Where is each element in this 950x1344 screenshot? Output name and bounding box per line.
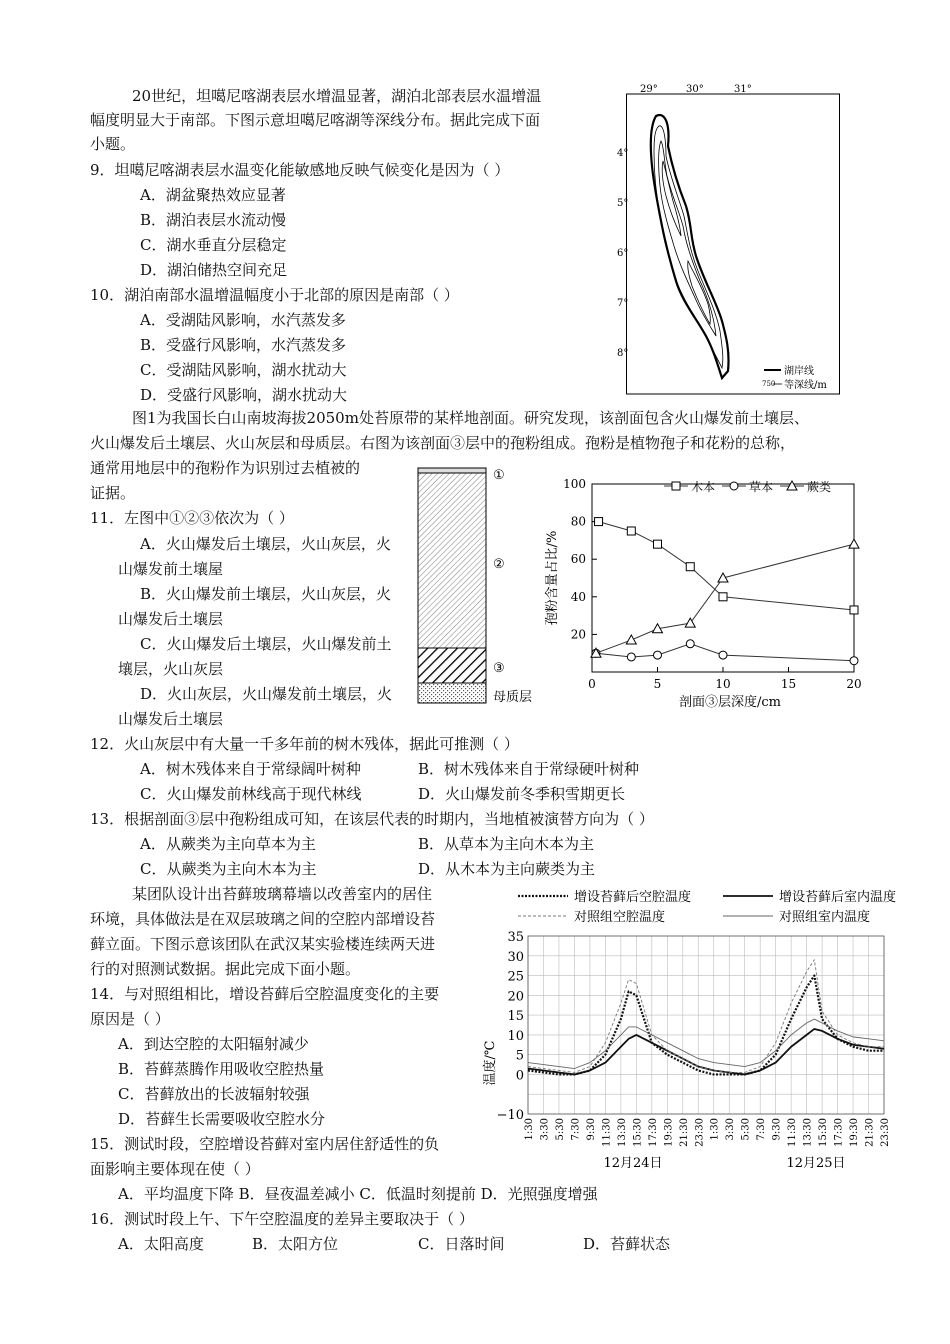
- q16-option-b[interactable]: B．太阳方位: [252, 1235, 339, 1253]
- q10-stem: 10．湖泊南部水温增温幅度小于北部的原因是南部（ ）: [90, 286, 459, 304]
- pollen-point-2: [849, 539, 859, 548]
- q14-option-d[interactable]: D．苔藓生长需要吸收空腔水分: [118, 1110, 326, 1128]
- temp-x-tick-label: 3:30: [725, 1118, 737, 1141]
- pollen-x-tick-label: 0: [588, 677, 596, 691]
- temp-y-tick-label: 10: [507, 1028, 524, 1044]
- q13-option-d[interactable]: D．从木本为主向蕨类为主: [418, 860, 596, 878]
- q16-option-d[interactable]: D．苔藓状态: [583, 1235, 671, 1253]
- map-lat-6: 6°: [617, 248, 629, 259]
- temp-x-tick-label: 5:30: [740, 1118, 752, 1141]
- parent-material-layer: [418, 683, 486, 703]
- pollen-legend-label: 草本: [749, 480, 774, 494]
- pollen-point-0: [719, 593, 727, 601]
- legend-shoreline-label: 湖岸线: [784, 366, 814, 377]
- temp-x-tick-label: 9:30: [585, 1118, 597, 1141]
- q9-option-b[interactable]: B．湖泊表层水流动慢: [140, 211, 287, 229]
- day-label-1: 12月24日: [603, 1156, 663, 1171]
- pollen-point-0: [654, 540, 662, 548]
- label-layer-2: ②: [493, 557, 505, 572]
- q11-option-b[interactable]: B．火山爆发前土壤层，火山灰层，火: [140, 585, 392, 603]
- q9-option-c[interactable]: C．湖水垂直分层稳定: [140, 236, 287, 254]
- pollen-x-label: 剖面③层深度/cm: [679, 695, 781, 710]
- map-lat-8: 8°: [617, 348, 629, 359]
- pollen-point-1: [850, 657, 858, 665]
- temp-x-tick-label: 9:30: [771, 1118, 783, 1141]
- temp-y-tick-label: −10: [496, 1108, 524, 1123]
- layer-3: [418, 648, 486, 683]
- q10-option-a[interactable]: A．受湖陆风影响，水汽蒸发多: [140, 311, 346, 329]
- temp-legend-label-0: 增设苔藓后空腔温度: [574, 890, 692, 905]
- temp-y-tick-label: 35: [507, 930, 524, 945]
- intro1-line3: 小题。: [90, 135, 136, 153]
- q11-stem: 11．左图中①②③依次为（ ）: [90, 509, 294, 527]
- pollen-y-tick-label: 60: [570, 552, 586, 567]
- intro3-line1: 某团队设计出苔藓玻璃幕墙以改善室内的居住: [132, 885, 433, 903]
- q12-option-d[interactable]: D．火山爆发前冬季积雪期更长: [418, 785, 626, 803]
- temp-series-line-2: [528, 960, 884, 1073]
- q11-option-c-cont: 壤层，火山灰层: [118, 660, 224, 678]
- label-parent-material: 母质层: [493, 690, 533, 705]
- q11-option-b-cont: 山爆发后土壤层: [118, 610, 224, 628]
- temp-x-tick-label: 17:30: [647, 1118, 659, 1147]
- temp-x-tick-label: 1:30: [709, 1118, 721, 1141]
- pollen-point-2: [626, 635, 636, 644]
- temp-series-line-3: [528, 1019, 884, 1068]
- q10-option-d[interactable]: D．受盛行风影响，湖水扰动大: [140, 386, 348, 404]
- intro3-line3: 藓立面。下图示意该团队在武汉某实验楼连续两天进: [90, 935, 436, 953]
- temp-y-tick-label: 15: [507, 1009, 524, 1025]
- pollen-legend-marker: [730, 482, 738, 490]
- intro2-line1: 图1为我国长白山南坡海拔2050m处苔原带的某样地剖面。研究发现，该剖面包含火山爆发前土壤层、: [132, 409, 809, 427]
- pollen-point-0: [850, 606, 858, 614]
- q13-option-a[interactable]: A．从蕨类为主向草本为主: [140, 835, 316, 853]
- intro2-line2: 火山爆发后土壤层、火山灰层和母质层。右图为该剖面③层中的孢粉组成。孢粉是植物孢子和花粉的总称，: [90, 434, 796, 452]
- pollen-point-2: [685, 618, 695, 627]
- pollen-y-tick-label: 20: [570, 627, 586, 642]
- q16-option-c[interactable]: C．日落时间: [418, 1235, 505, 1253]
- temp-x-tick-label: 23:30: [694, 1118, 706, 1147]
- pollen-legend-label: 蕨类: [807, 480, 832, 494]
- temp-y-tick-label: 5: [515, 1048, 524, 1064]
- q11-option-d[interactable]: D．火山灰层，火山爆发前土壤层，火: [140, 685, 393, 703]
- q9-option-d[interactable]: D．湖泊储热空间充足: [140, 261, 288, 279]
- q14-stem: 14．与对照组相比，增设苔藓后空腔温度变化的主要: [90, 985, 440, 1003]
- temp-legend-label-3: 对照组室内温度: [779, 910, 871, 925]
- layer-1: [418, 468, 486, 473]
- temp-y-tick-label: 25: [507, 969, 524, 985]
- intro3-line4: 行的对照测试数据。据此完成下面小题。: [90, 960, 361, 978]
- temp-series-line-1: [528, 1029, 884, 1074]
- temp-x-tick-label: 19:30: [849, 1118, 861, 1147]
- pollen-y-label: 孢粉含量占比/%: [545, 530, 560, 626]
- label-layer-1: ①: [493, 468, 505, 483]
- temp-y-tick-label: 30: [507, 949, 524, 965]
- legend-depth-label: 等深线/m: [784, 380, 827, 391]
- pollen-y-tick-label: 80: [570, 514, 586, 529]
- soil-profile-figure: [415, 462, 545, 712]
- pollen-point-1: [627, 653, 635, 661]
- pollen-x-tick-label: 10: [715, 677, 731, 691]
- temp-x-tick-label: 3:30: [539, 1118, 551, 1141]
- temp-x-tick-label: 19:30: [663, 1118, 675, 1147]
- q11-option-c[interactable]: C．火山爆发后土壤层，火山爆发前土: [140, 635, 392, 653]
- map-lon-29: 29°: [640, 84, 658, 95]
- q11-option-a-cont: 山爆发前土壤屋: [118, 560, 224, 578]
- q13-option-c[interactable]: C．从蕨类为主向木本为主: [140, 860, 317, 878]
- q14-stem-cont: 原因是（ ）: [90, 1010, 170, 1028]
- legend-depth-number: 750: [762, 380, 776, 388]
- temp-x-tick-label: 23:30: [880, 1118, 891, 1147]
- map-lat-7: 7°: [617, 298, 629, 309]
- pollen-chart: [540, 468, 880, 713]
- pollen-y-tick-label: 40: [570, 589, 586, 604]
- q12-option-a[interactable]: A．树木残体来自于常绿阔叶树种: [140, 760, 361, 778]
- map-lon-31: 31°: [734, 84, 752, 95]
- map-lat-5: 5°: [617, 198, 629, 209]
- day-label-2: 12月25日: [786, 1156, 846, 1171]
- q12-stem: 12．火山灰层中有大量一千多年前的树木残体，据此可推测（ ）: [90, 735, 519, 753]
- temp-x-tick-label: 11:30: [601, 1118, 613, 1147]
- map-lat-4: 4°: [617, 148, 629, 159]
- q12-option-b[interactable]: B．树木残体来自于常绿硬叶树种: [418, 760, 640, 778]
- layer-2: [418, 473, 486, 648]
- temp-x-tick-label: 17:30: [833, 1118, 845, 1147]
- pollen-point-0: [627, 527, 635, 535]
- q14-option-c[interactable]: C．苔藓放出的长波辐射较强: [118, 1085, 310, 1103]
- pollen-legend-marker: [672, 482, 680, 490]
- intro2-line4: 证据。: [90, 484, 136, 502]
- q14-option-a[interactable]: A．到达空腔的太阳辐射减少: [118, 1035, 309, 1053]
- temp-x-tick-label: 13:30: [802, 1118, 814, 1147]
- temp-x-tick-label: 15:30: [632, 1118, 644, 1147]
- temp-y-tick-label: 20: [507, 989, 524, 1005]
- q13-option-b[interactable]: B．从草本为主向木本为主: [418, 835, 595, 853]
- temp-y-tick-label: 0: [515, 1068, 524, 1084]
- q15-stem-cont: 面影响主要体现在使（ ）: [90, 1160, 260, 1178]
- temperature-chart: [478, 880, 898, 1180]
- pollen-x-tick-label: 5: [653, 677, 662, 691]
- q12-option-c[interactable]: C．火山爆发前林线高于现代林线: [140, 785, 362, 803]
- q15-stem: 15．测试时段，空腔增设苔藓对室内居住舒适性的负: [90, 1135, 440, 1153]
- q14-option-b[interactable]: B．苔藓蒸腾作用吸收空腔热量: [118, 1060, 325, 1078]
- pollen-x-tick-label: 20: [846, 677, 862, 691]
- temp-x-tick-label: 11:30: [787, 1118, 799, 1147]
- pollen-point-1: [654, 651, 662, 659]
- intro2-line3: 通常用地层中的孢粉作为识别过去植被的: [90, 459, 361, 477]
- label-layer-3: ③: [493, 661, 505, 676]
- q9-stem: 9．坦噶尼喀湖表层水温变化能敏感地反映气候变化是因为（ ）: [90, 161, 510, 179]
- q11-option-d-cont: 山爆发后土壤层: [118, 710, 224, 728]
- q10-option-c[interactable]: C．受湖陆风影响，湖水扰动大: [140, 361, 347, 379]
- q16-option-a[interactable]: A．太阳高度: [118, 1235, 204, 1253]
- temp-x-tick-label: 7:30: [756, 1118, 768, 1141]
- pollen-point-1: [719, 651, 727, 659]
- temp-x-tick-label: 7:30: [570, 1118, 582, 1141]
- intro3-line2: 环境，具体做法是在双层玻璃之间的空腔内部增设苔: [90, 910, 436, 928]
- map-lon-30: 30°: [686, 84, 704, 95]
- temp-x-tick-label: 13:30: [616, 1118, 628, 1147]
- q16-stem: 16．测试时段上午、下午空腔温度的差异主要取决于（ ）: [90, 1210, 474, 1228]
- q15-options[interactable]: A．平均温度下降 B．昼夜温差减小 C．低温时刻提前 D．光照强度增强: [118, 1185, 598, 1203]
- q13-stem: 13．根据剖面③层中孢粉组成可知，在该层代表的时期内，当地植被演替方向为（ ）: [90, 810, 654, 828]
- pollen-y-tick-label: 100: [563, 477, 586, 491]
- pollen-point-1: [686, 640, 694, 648]
- lake-depth-map: [617, 84, 841, 396]
- temp-x-tick-label: 15:30: [818, 1118, 830, 1147]
- pollen-x-tick-label: 15: [780, 677, 797, 691]
- temp-x-tick-label: 1:30: [524, 1118, 535, 1141]
- q10-option-b[interactable]: B．受盛行风影响，水汽蒸发多: [140, 336, 347, 354]
- temp-legend-label-1: 增设苔藓后室内温度: [779, 890, 897, 905]
- intro1-line2: 幅度明显大于南部。下图示意坦噶尼喀湖等深线分布。据此完成下面: [90, 111, 541, 129]
- pollen-legend-label: 木本: [691, 480, 716, 494]
- q9-option-a[interactable]: A．湖盆聚热效应显著: [140, 186, 286, 204]
- temp-x-tick-label: 5:30: [554, 1118, 566, 1141]
- temp-legend-label-2: 对照组空腔温度: [574, 910, 666, 925]
- temp-y-label: 温度/℃: [483, 1040, 498, 1086]
- temp-x-tick-label: 21:30: [864, 1118, 876, 1147]
- temp-x-tick-label: 21:30: [678, 1118, 690, 1147]
- pollen-point-0: [595, 518, 603, 526]
- q11-option-a[interactable]: A．火山爆发后土壤层，火山灰层，火: [140, 535, 391, 553]
- intro1-line1: 20世纪，坦噶尼喀湖表层水增温显著，湖泊北部表层水温增温: [132, 87, 542, 105]
- pollen-point-0: [686, 563, 694, 571]
